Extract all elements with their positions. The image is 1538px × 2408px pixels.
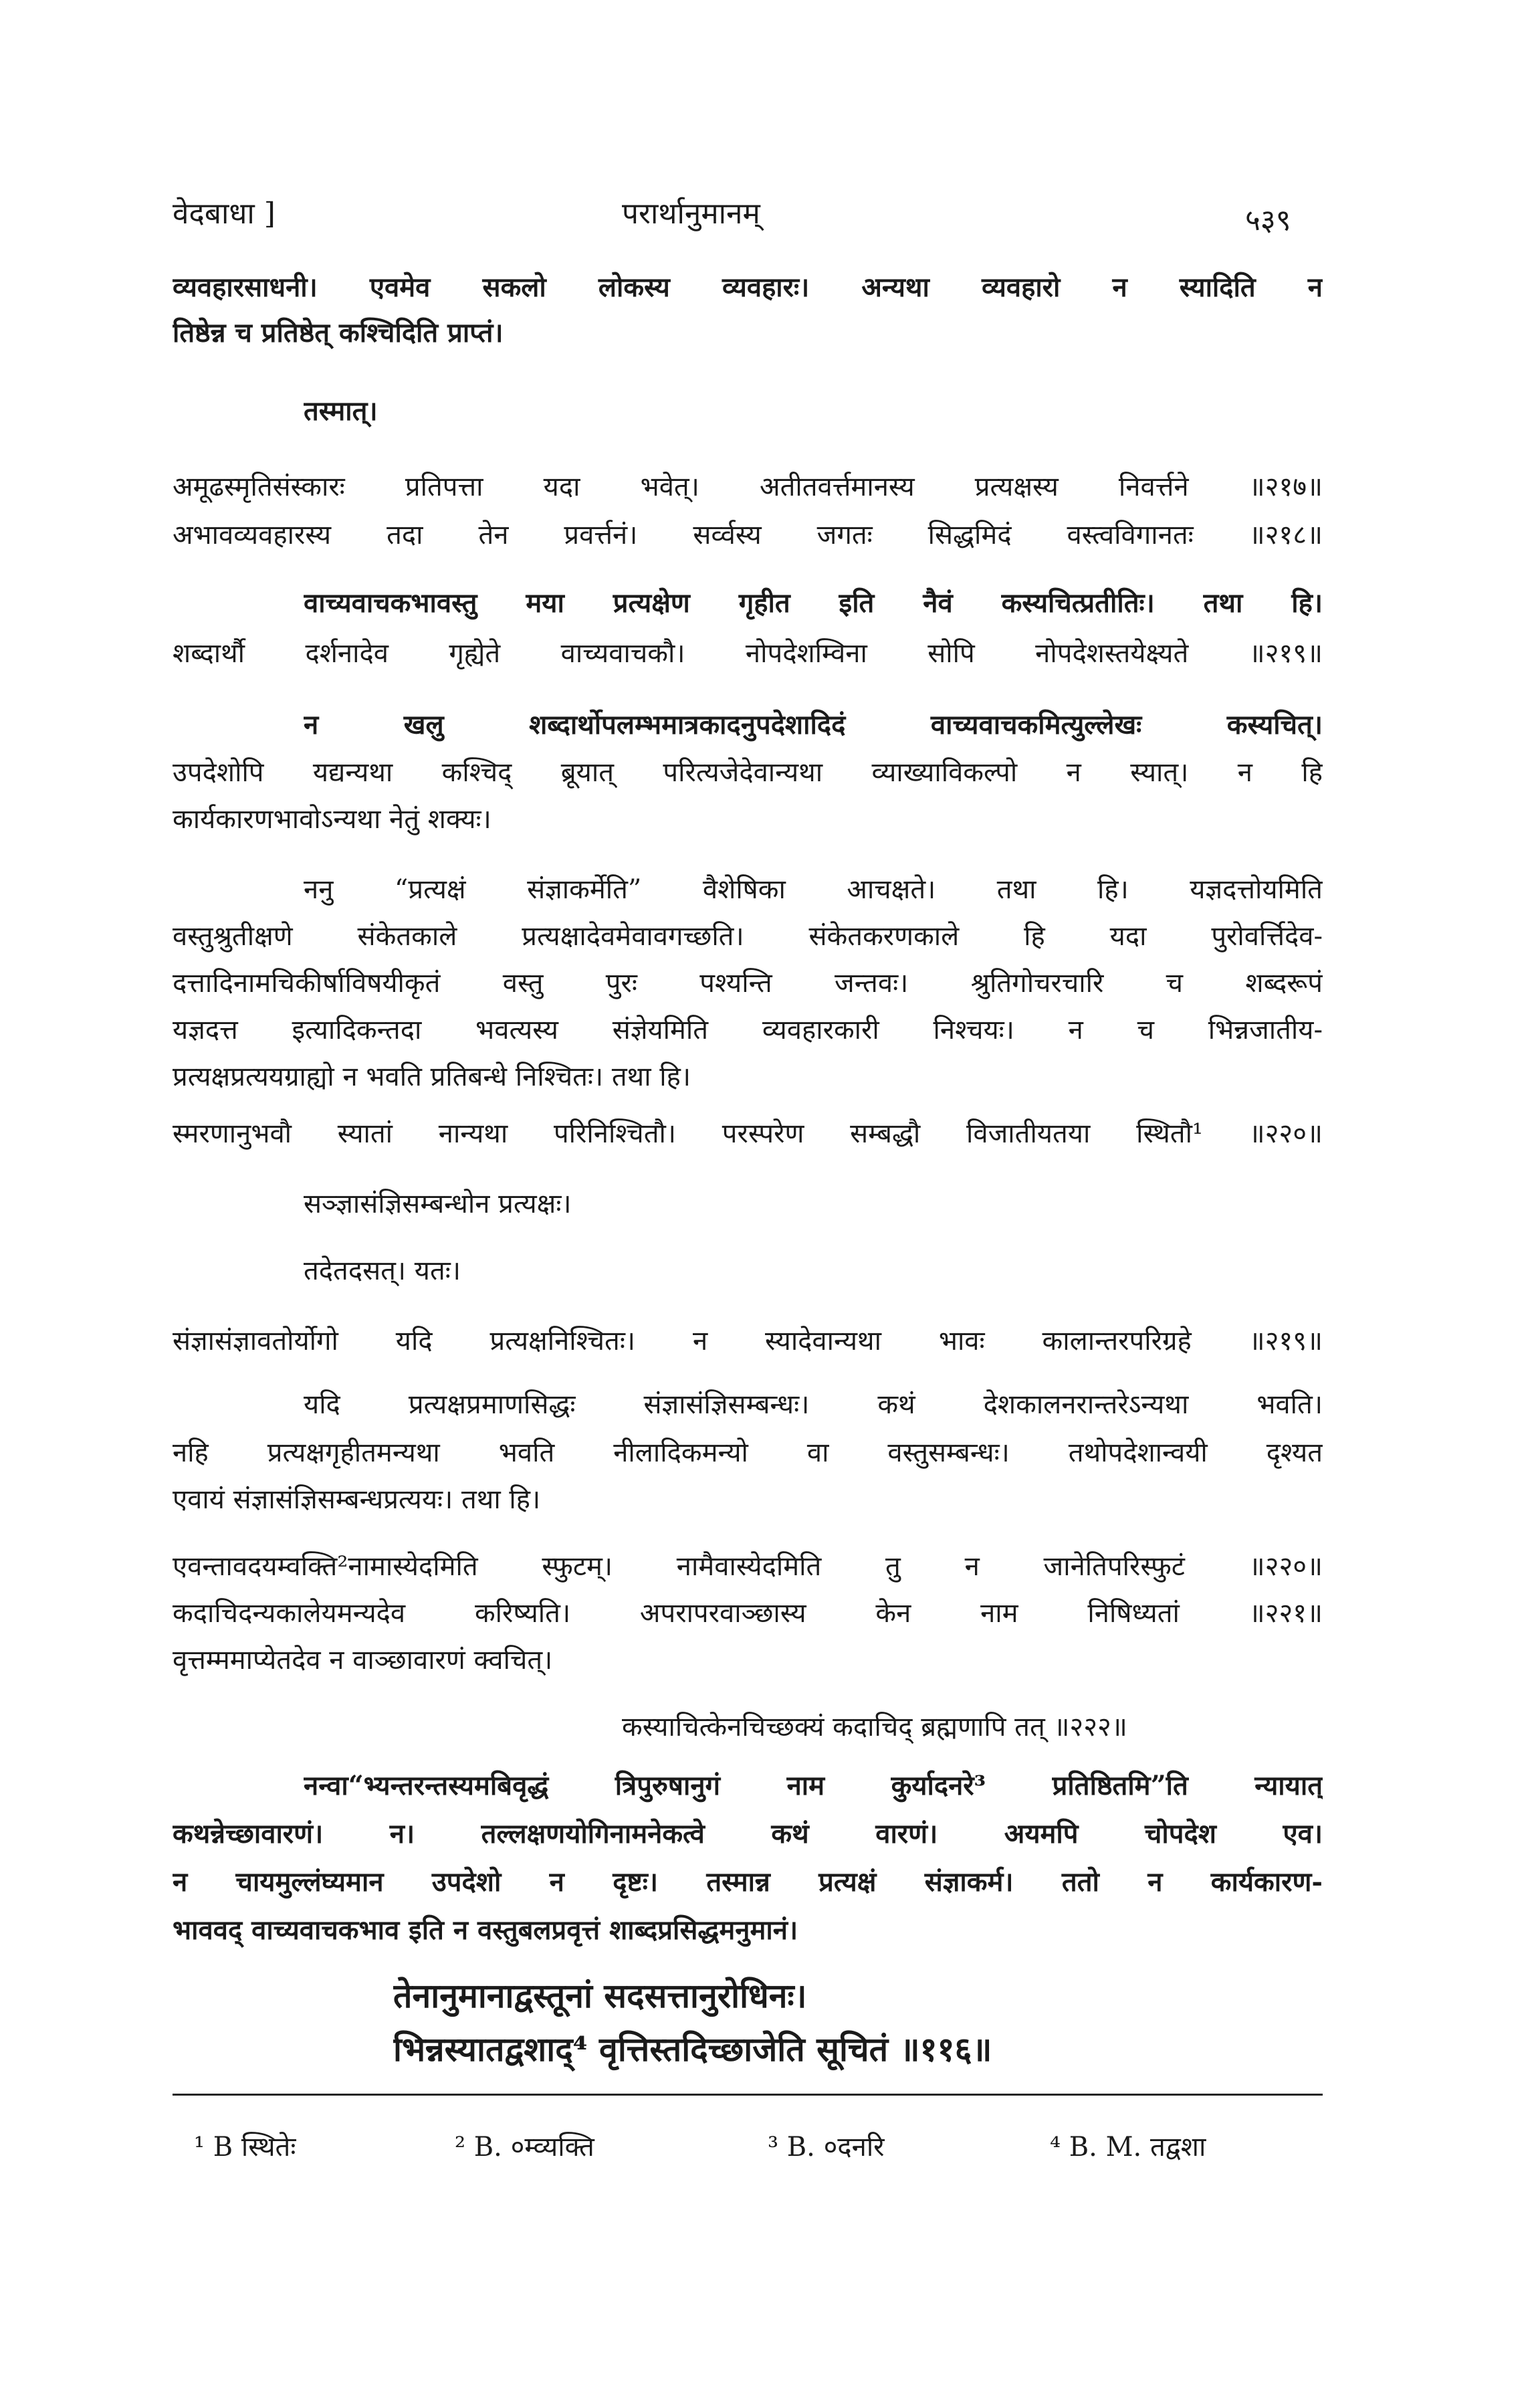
footnote: ³ B. ०दनरि xyxy=(768,2132,885,2163)
footnote: ⁴ B. M. तद्वशा xyxy=(1050,2132,1206,2163)
text-line: वाच्यवाचकभावस्तु मया प्रत्यक्षेण गृहीत इति नैवं कस्यचित्प्रतीतिः। तथा हि। xyxy=(304,587,1323,619)
footnote: ¹ B स्थितेः xyxy=(194,2132,296,2163)
footnote: ² B. ०म्व्यक्ति xyxy=(455,2132,594,2163)
text-line: दत्तादिनामचिकीर्षाविषयीकृतं वस्तु पुरः पश्यन्ति जन्तवः। श्रुतिगोचरचारि च शब्दरूपं xyxy=(173,968,1323,999)
concluding-verse-line: तेनानुमानाद्वस्तूनां सदसत्तानुरोधिनः। xyxy=(393,1976,807,2015)
text-line: उपदेशोपि यद्यन्यथा कश्चिद् ब्रूयात् परित्यजेदेवान्यथा व्याख्याविकल्पो न स्यात्। न हि xyxy=(173,757,1323,788)
verse-line: स्मरणानुभवौ स्यातां नान्यथा परिनिश्चितौ। परस्परेण सम्बद्धौ विजातीयतया स्थितौ¹ ॥२२०॥ xyxy=(173,1118,1323,1149)
text-line: न चायमुल्लंघ्यमान उपदेशो न दृष्टः। तस्मान्न प्रत्यक्षं संज्ञाकर्म। ततो न कार्यकारण- xyxy=(173,1866,1323,1898)
text-line: व्यवहारसाधनी। एवमेव सकलो लोकस्य व्यवहारः। अन्यथा व्यवहारो न स्यादिति न xyxy=(173,272,1323,303)
text-line: वस्तुश्रुतीक्षणे संकेतकाले प्रत्यक्षादेवमेवावगच्छति। संकेतकरणकाले हि यदा पुरोवर्त्तिदेव- xyxy=(173,921,1323,952)
footnote-divider xyxy=(173,2094,1323,2096)
page-number: ५३९ xyxy=(1245,203,1291,237)
text-line: कथन्नेच्छावारणं। न। तल्लक्षणयोगिनामनेकत्वे कथं वारणं। अयमपि चोपदेश एव। xyxy=(173,1818,1323,1849)
header-section-title: वेदबाधा ] xyxy=(173,197,276,231)
text-line: प्रत्यक्षप्रत्ययग्राह्यो न भवति प्रतिबन्धे निश्चितः। तथा हि। xyxy=(173,1062,691,1092)
text-line: तस्मात्। xyxy=(304,395,378,427)
text-line: यदि प्रत्यक्षप्रमाणसिद्धः संज्ञासंज्ञिसम्बन्धः। कथं देशकालनरान्तरेऽन्यथा भवति। xyxy=(304,1389,1323,1420)
header-running-title: परार्थानुमानम् xyxy=(622,197,760,231)
verse-line: कस्याचित्केनचिच्छक्यं कदाचिद् ब्रह्मणापि तत् ॥२२२॥ xyxy=(622,1712,1127,1742)
text-line: नहि प्रत्यक्षगृहीतमन्यथा भवति नीलादिकमन्यो वा वस्तुसम्बन्धः। तथोपदेशान्वयी दृश्यत xyxy=(173,1437,1323,1468)
verse-line: संज्ञासंज्ञावतोर्योगो यदि प्रत्यक्षनिश्चितः। न स्यादेवान्यथा भावः कालान्तरपरिग्रहे ॥२१९॥ xyxy=(173,1326,1323,1357)
text-line: सञ्ज्ञासंज्ञिसम्बन्धोन प्रत्यक्षः। xyxy=(304,1189,572,1219)
text-line: न खलु शब्दार्थोपलम्भमात्रकादनुपदेशादिदं वाच्यवाचकमित्युल्लेखः कस्यचित्। xyxy=(304,709,1323,740)
text-line: एवायं संज्ञासंज्ञिसम्बन्धप्रत्ययः। तथा हि। xyxy=(173,1484,541,1515)
verse-line: कदाचिदन्यकालेयमन्यदेव करिष्यति। अपरापरवाञ्छास्य केन नाम निषिध्यतां ॥२२१॥ xyxy=(173,1598,1323,1629)
text-line: तिष्ठेन्न च प्रतिष्ठेत् कश्चिदिति प्राप्तं। xyxy=(173,317,504,348)
verse-line: वृत्तम्ममाप्येतदेव न वाञ्छावारणं क्वचित्। xyxy=(173,1645,553,1676)
text-line: ननु “प्रत्यक्षं संज्ञाकर्मेति” वैशेषिका आचक्षते। तथा हि। यज्ञदत्तोयमिति xyxy=(304,874,1323,905)
verse-line: अभावव्यवहारस्य तदा तेन प्रवर्त्तनं। सर्व्वस्य जगतः सिद्धमिदं वस्त्वविगानतः ॥२१८॥ xyxy=(173,520,1323,550)
text-line: तदेतदसत्। यतः। xyxy=(304,1256,461,1286)
verse-line: शब्दार्थौ दर्शनादेव गृह्येते वाच्यवाचकौ। नोपदेशम्विना सोपि नोपदेशस्तयेक्ष्यते ॥२१९॥ xyxy=(173,638,1323,669)
text-line: भाववद् वाच्यवाचकभाव इति न वस्तुबलप्रवृत्तं शाब्दप्रसिद्धमनुमानं। xyxy=(173,1914,798,1946)
concluding-verse-line: भिन्नस्यातद्वशाद्⁴ वृत्तिस्तदिच्छाजेति सूचितं ॥११६॥ xyxy=(393,2029,992,2069)
text-line: कार्यकारणभावोऽन्यथा नेतुं शक्यः। xyxy=(173,804,491,835)
verse-line: अमूढस्मृतिसंस्कारः प्रतिपत्ता यदा भवेत्। अतीतवर्त्तमानस्य प्रत्यक्षस्य निवर्त्तने ॥२१७॥ xyxy=(173,472,1323,502)
text-line: यज्ञदत्त इत्यादिकन्तदा भवत्यस्य संज्ञेयमिति व्यवहारकारी निश्चयः। न च भिन्नजातीय- xyxy=(173,1015,1323,1045)
verse-line: एवन्तावदयम्वक्ति²नामास्येदमिति स्फुटम्। नामैवास्येदमिति तु न जानेतिपरिस्फुटं ॥२२०॥ xyxy=(173,1551,1323,1582)
text-line: नन्वा“भ्यन्तरन्तस्यमबिवृद्धं त्रिपुरुषानुगं नाम कुर्यादनरे³ प्रतिष्ठितमि”ति न्यायात् xyxy=(304,1770,1323,1801)
